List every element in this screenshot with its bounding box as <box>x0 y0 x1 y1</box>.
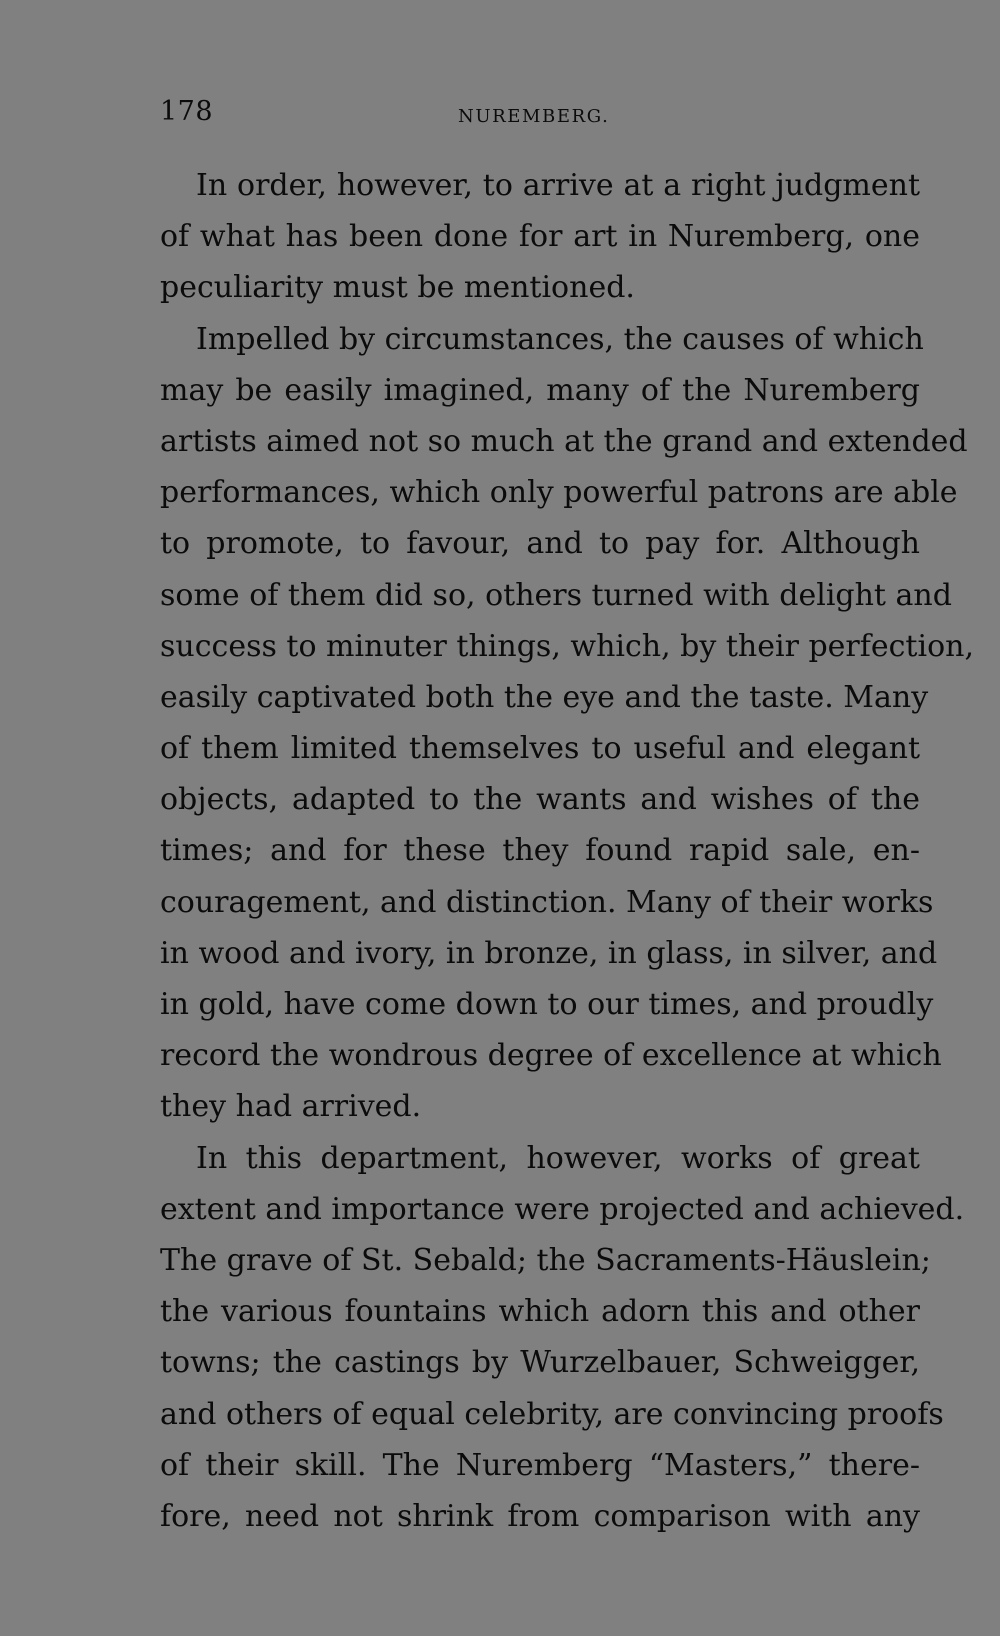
text-line: of them limited themselves to useful and elegant <box>160 731 920 767</box>
text-line: artists aimed not so much at the grand and extended <box>160 423 968 459</box>
text-line: times; and for these they found rapid sale, en- <box>160 833 920 869</box>
page-header <box>160 96 920 136</box>
text-line: fore, need not shrink from comparison with any <box>160 1498 920 1534</box>
page-number: 178 <box>160 96 214 127</box>
text-line: performances, which only powerful patrons are able <box>160 475 958 511</box>
text-line: the various fountains which adorn this and other <box>160 1294 920 1330</box>
running-head: NUREMBERG. <box>458 106 610 127</box>
text-line: some of them did so, others turned with delight and <box>160 577 952 613</box>
text-line: towns; the castings by Wurzelbauer, Schweigger, <box>160 1345 920 1381</box>
text-line: they had arrived. <box>160 1089 422 1125</box>
text-line: of their skill. The Nuremberg “Masters,” there- <box>160 1447 920 1483</box>
text-line: objects, adapted to the wants and wishes of the <box>160 782 920 818</box>
text-line: of what has been done for art in Nuremberg, one <box>160 219 920 255</box>
text-line: in wood and ivory, in bronze, in glass, in silver, and <box>160 935 938 971</box>
text-line: in gold, have come down to our times, and proudly <box>160 987 934 1022</box>
text-line: couragement, and distinction. Many of their works <box>160 884 934 920</box>
text-line: peculiarity must be mentioned. <box>160 270 635 306</box>
text-line: to promote, to favour, and to pay for. Although <box>160 526 920 562</box>
text-line: In this department, however, works of great <box>196 1140 920 1176</box>
text-line: and others of equal celebrity, are convincing proofs <box>160 1396 944 1432</box>
body-text <box>160 160 974 1542</box>
text-line: extent and importance were projected and achieved. <box>160 1191 965 1227</box>
text-line: In order, however, to arrive at a right judgment <box>196 168 920 203</box>
text-line: The grave of St. Sebald; the Sacraments-Häuslein; <box>160 1242 931 1278</box>
text-line: may be easily imagined, many of the Nuremberg <box>160 372 920 408</box>
text-line: success to minuter things, which, by their perfection, <box>160 628 974 664</box>
text-line: easily captivated both the eye and the taste. Many <box>160 679 929 715</box>
text-line: Impelled by circumstances, the causes of which <box>196 321 924 357</box>
text-line: record the wondrous degree of excellence at which <box>160 1038 942 1074</box>
